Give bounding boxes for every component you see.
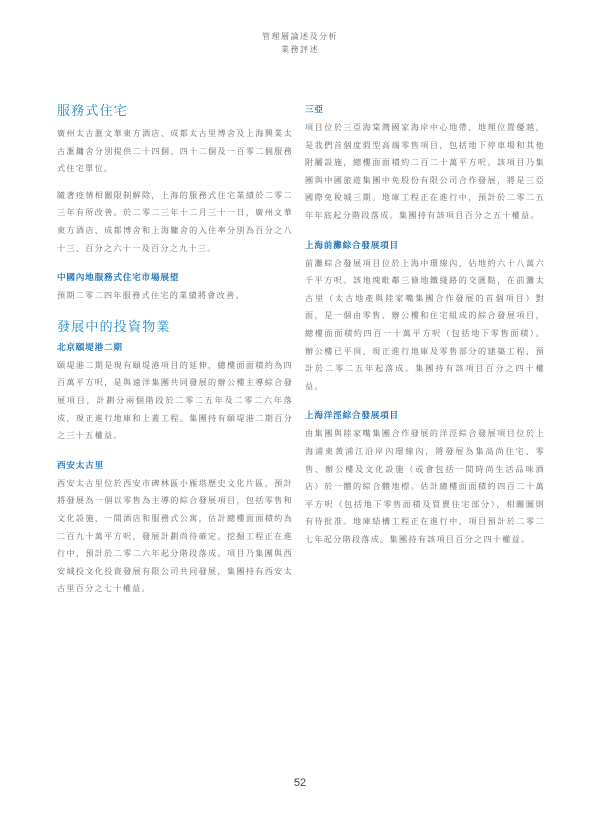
investment-under-development-heading: 發展中的投資物業	[57, 319, 171, 335]
serviced-residences-para-1: 廣州太古滙文華東方酒店、成都太古里博舍及上海興業太古滙鏞舍分別提供二十四個、四十二個及一百零二個服務式住宅單位。	[57, 128, 293, 174]
left-column	[57, 103, 293, 598]
xian-text: 西安太古里位於西安市碑林區小雁塔歷史文化片區，預計將發展為一個以零售為主導的綜合發展項目，包括零售和文化設施、一間酒店和服務式公寓，估計總樓面面積約為二百九十萬平方呎，發展計劃尚待確定。挖掘工程正在進行中，預計於二零二六年起分階段落成。項目乃集團與西安城投文化投資發展有限公司共同發展，集團持有西安太古里百分之七十權益。	[57, 477, 293, 594]
qiantan-heading: 上海前灘綜合發展項目	[305, 240, 399, 251]
qiantan-text: 前灘綜合發展項目位於上海中環線內，佔地約六十八萬六千平方呎。該地塊毗鄰三條地鐵綫路的交匯點，在前灘太古里（太古地產與陸家嘴集團合作發展的首個項目）對面，是一個由零售、辦公樓和住宅組成的綜合發展項目，總樓面面積約四百一十萬平方呎（包括地下零售面積）。辦公樓已平頂，現正進行地庫及零售部分的建築工程，預計於二零二五年起落成。集團持有該項目百分之四十權益。	[305, 257, 545, 391]
outlook-heading: 中國內地服務式住宅市場展望	[57, 273, 180, 284]
yangjing-text: 由集團與陸家嘴集團合作發展的洋涇綜合發展項目位於上海浦東黃浦江沿岸內環線內，將發展為集高尚住宅、零售、辦公樓及文化設施（或會包括一間時尚生活品味酒店）於一體的綜合體地標。估計總樓面面積約四百二十萬平方呎（包括地下零售面積及買賣住宅部分），相關圖則有待批准。地庫結構工程正在進行中，項目預計於二零二七年起分階段落成。集團持有該項目百分之四十權益。	[305, 428, 545, 544]
beijing-text: 頤堤港二期是現有頤堤港項目的延伸，總樓面面積約為四百萬平方呎，是與遠洋集團共同發展的辦公樓主導綜合發展項目，計劃分兩個階段於二零二五年及二零二六年落成，現正進行地庫和上蓋工程。集團持有頤堤港二期百分之三十五權益。	[57, 359, 293, 441]
yangjing-heading: 上海洋涇綜合發展項目	[305, 411, 399, 422]
sanya-heading: 三亞	[305, 105, 324, 115]
header-subsection: 業務評述	[281, 45, 319, 54]
running-header	[0, 30, 600, 56]
beijing-heading: 北京頤堤港二期	[57, 342, 123, 353]
xian-heading: 西安太古里	[57, 460, 104, 471]
page-number: 52	[293, 777, 307, 789]
serviced-residences-para-2: 隨著疫情相關限制解除，上海的服務式住宅業績於二零二三年有所改善。於二零二三年十二月三十一日，廣州文華東方酒店、成都博舍和上海鏞舍的入住率分別為百分之八十三、百分之六十一及百分之九十三。	[57, 189, 293, 253]
outlook-text: 預期二零二四年服務式住宅的業績將會改善。	[57, 290, 245, 301]
header-section: 管理層論述及分析	[262, 32, 338, 41]
right-column	[305, 103, 545, 548]
sanya-text: 項目位於三亞海棠灣國家海岸中心地帶，地理位置優越，是我們首個度假型高端零售項目，包括地下停車場和其他附屬設施，總樓面面積約二百二十萬平方呎。該項目乃集團與中國旅遊集團中免股份有限公司合作發展，將是三亞國際免稅城三期。地庫工程正在進行中，預計於二零二五年年底起分階段落成。集團持有該項目百分之五十權益。	[305, 122, 545, 220]
serviced-residences-heading: 服務式住宅	[57, 104, 129, 119]
